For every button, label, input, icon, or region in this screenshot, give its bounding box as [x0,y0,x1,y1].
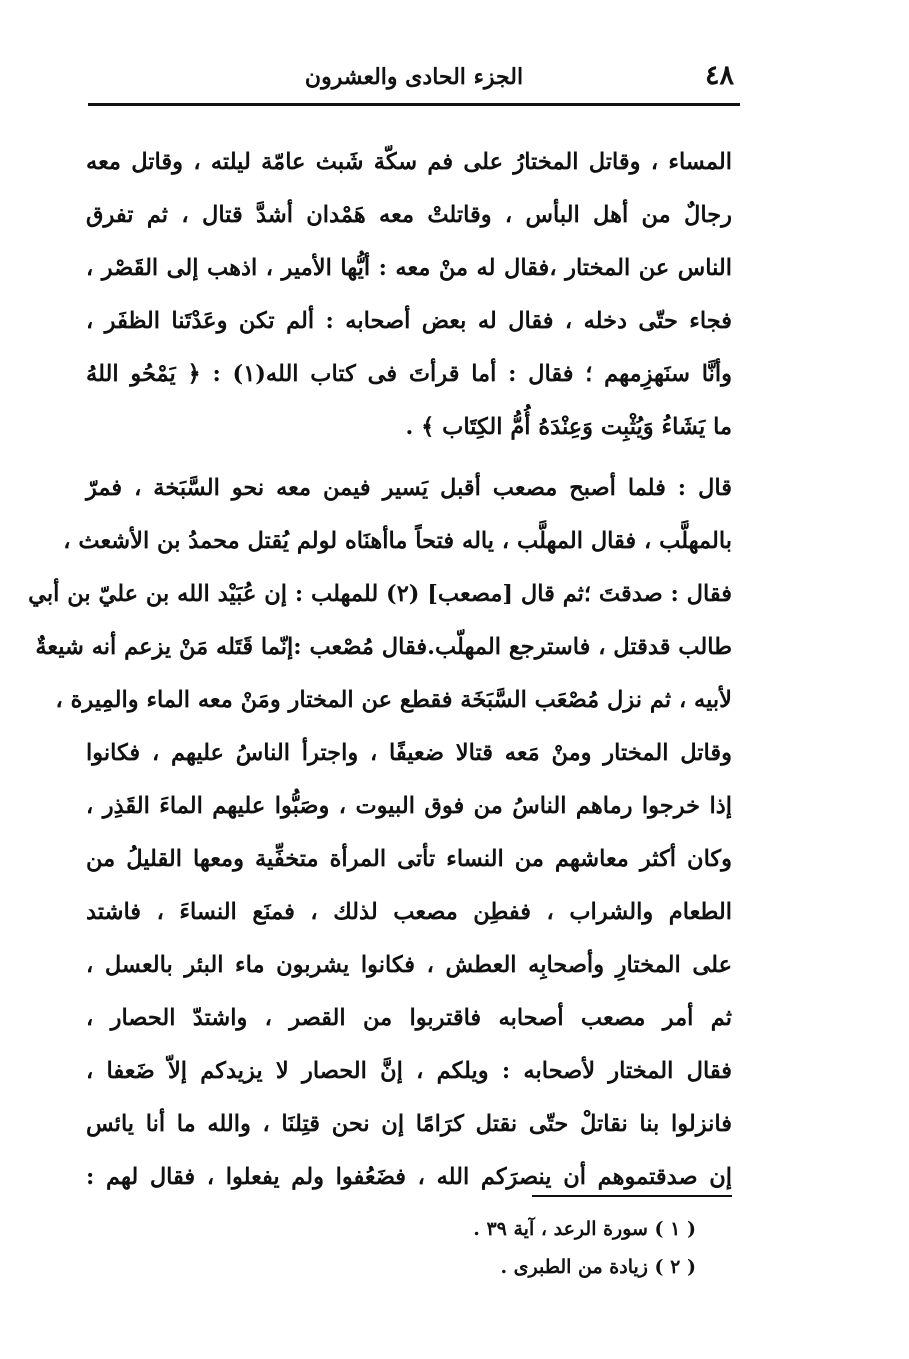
text-line: قال : فلما أصبح مصعب أقبل يَسير فيمن معه نحو السَّبَخة ، فمرّ [86,475,732,501]
text-line: ما يَشَاءُ وَيُثْبِت وَعِنْدَهُ أُمُّ الكِتَاب ﴾ . [405,414,732,440]
text-line: فانزلوا بنا نقاتلْ حتّى نقتل كرَامًا إن نحن قتِلنَا ، والله ما أنا يائس [86,1111,732,1137]
text-line: ثم أمر مصعب أصحابه فاقتربوا من القصر ، واشتدّ الحصار ، [86,1005,732,1031]
running-title: الجزء الحادى والعشرون [304,64,524,90]
footnotes [300,1210,696,1286]
text-line: الطعام والشراب ، ففطِن مصعب لذلك ، فمنَع النساءَ ، فاشتد [86,899,732,925]
text-line: إن صدقتموهم أن ينصرَكم الله ، فضَعُفوا ولم يفعلوا ، فقال لهم : [86,1164,732,1190]
text-line: لأبيه ، ثم نزل مُصْعَب السَّبَخَة فقطع عن المختار ومَنْ معه الماء والمِيرة ، [55,687,732,713]
text-line: فجاء حتّى دخله ، فقال له بعض أصحابه : ألم تكن وعَدْتَنا الظفَر ، [86,308,732,334]
paragraph-1 [86,136,732,454]
text-line: فقال : صدقتَ ؛ثم قال [مصعب] (٢) للمهلب : إن عُبَيْد الله بن عليّ بن أبي [28,581,732,607]
header-divider [88,103,740,106]
text-line: المساء ، وقاتل المختارُ على فم سكّة شَبث عامّة ليلته ، وقاتل معه [86,149,732,175]
text-line: رجالٌ من أهل البأس ، وقاتلتْ معه هَمْدان أشدَّ قتال ، ثم تفرق [86,202,732,228]
paragraph-2 [28,462,732,1204]
text-line: بالمهلَّب ، فقال المهلَّب ، ياله فتحاً ماأهنَاه لولم يُقتل محمدُ بن الأشعث ، [63,528,732,554]
footnote-divider [532,1195,732,1197]
text-line: طالب قدقتل ، فاسترجع المهلّب.فقال مُصْعب :إنّما قَتَله مَنْ يزعم أنه شيعةٌ [35,634,732,660]
page-number: ٤٨ [704,60,734,91]
text-line: وكان أكثر معاشهم من النساء تأتى المرأة متخفِّية ومعها القليلُ من [86,846,732,872]
text-line: إذا خرجوا رماهم الناسُ من فوق البيوت ، وصَبُّوا عليهم الماءَ القَذِر ، [86,793,732,819]
footnote-1: ( ١ ) سورة الرعد ، آية ٣٩ . [473,1218,696,1240]
text-line: وأنَّا سنَهزِمهم ؛ فقال : أما قرأتَ فى كتاب الله(١) : ﴿ يَمْحُو اللهُ [86,361,732,387]
text-line: وقاتل المختار ومنْ مَعه قتالا ضعيفًا ، واجترأ الناسُ عليهم ، فكانوا [86,740,732,766]
footnote-2: ( ٢ ) زيادة من الطبرى . [500,1256,696,1278]
text-line: الناس عن المختار ،فقال له منْ معه : أيُّها الأمير ، اذهب إلى القَصْر ، [86,255,732,281]
text-line: فقال المختار لأصحابه : ويلكم ، إنَّ الحصار لا يزيدكم إلاّ ضَعفا ، [86,1058,732,1084]
page-header [88,56,740,102]
text-line: على المختارِ وأصحابِه العطش ، فكانوا يشربون ماء البئر بالعسل ، [86,952,732,978]
